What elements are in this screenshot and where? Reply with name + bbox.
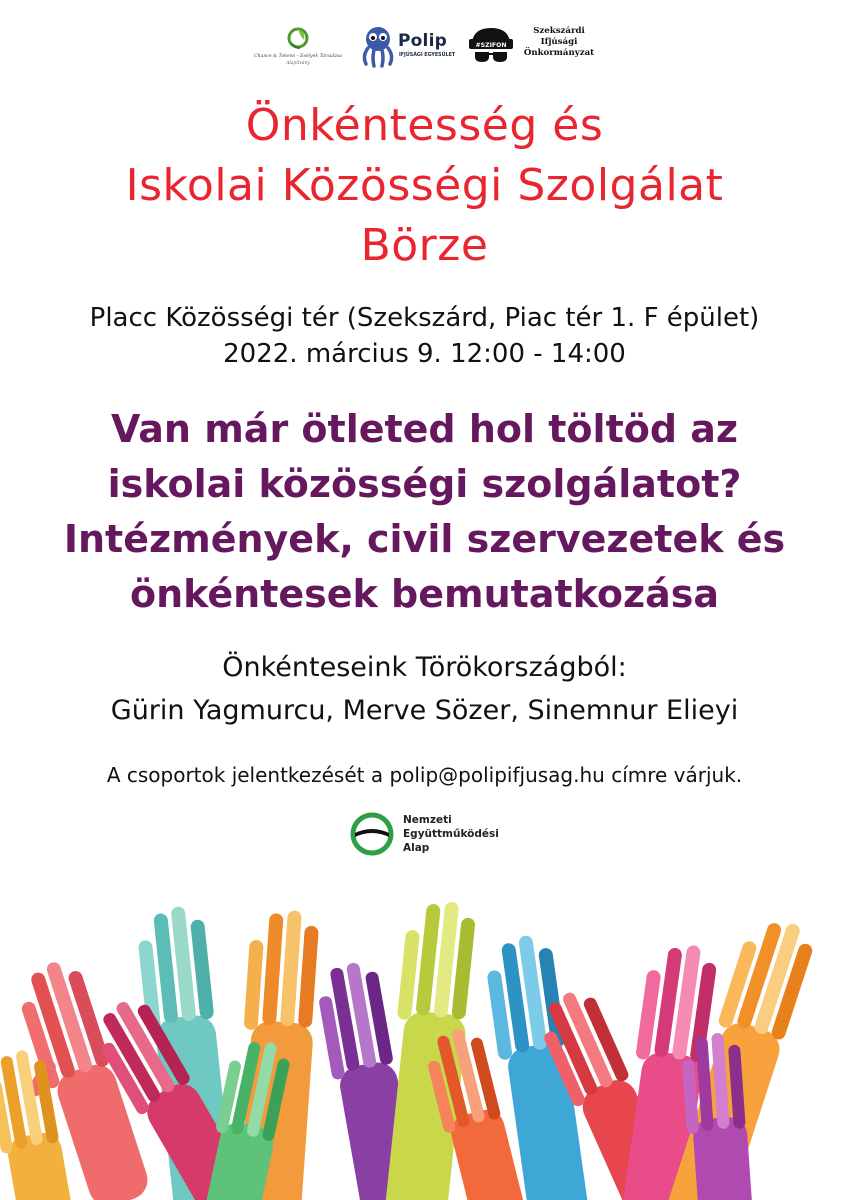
volunteers-names: Gürin Yagmurcu, Merve Sözer, Sinemnur Elieyi — [110, 695, 739, 726]
question-line-2: iskolai közösségi szolgálatot? — [107, 462, 742, 506]
venue-place: Placc Közösségi tér (Szekszárd, Piac tér 1. F épület) — [89, 303, 760, 333]
volunteers-heading: Önkénteseink Törökországból: — [222, 652, 627, 683]
event-venue — [0, 300, 849, 372]
title-line-2: Iskolai Közösségi Szolgálat — [125, 160, 724, 211]
polip-name: Polip — [398, 31, 447, 51]
event-title — [0, 96, 849, 276]
chance-leaf-icon — [286, 26, 310, 52]
ifju-line-1: Szekszárdi — [533, 26, 585, 36]
polip-logo — [358, 24, 454, 68]
chance-tokens-logo — [252, 24, 344, 68]
question-line-3: Intézmények, civil szervezetek és — [63, 517, 786, 561]
nea-line-2: Együttműködési — [403, 828, 499, 840]
polip-subtitle: IFJÚSÁGI EGYESÜLET — [399, 53, 456, 58]
contact-line: A csoportok jelentkezését a polip@polipifjusag.hu címre várjuk. — [106, 763, 743, 787]
chance-caption: Chance & Tokens – Esélyek Társulása — [254, 54, 342, 59]
volunteers-block — [0, 646, 849, 732]
ifju-line-3: Önkormányzat — [523, 48, 595, 58]
octopus-icon — [358, 24, 398, 68]
title-line-1: Önkéntesség és — [245, 100, 604, 151]
question-line-1: Van már ötleted hol töltöd az — [110, 407, 739, 451]
event-question — [0, 402, 849, 622]
szifon-tag: #SZIFON — [475, 42, 507, 49]
raised-hands-icon — [0, 860, 849, 1200]
ifjusagi-onkormanyzat-logo — [518, 26, 600, 70]
nea-ring-icon — [349, 811, 395, 857]
nea-line-3: Alap — [403, 842, 430, 854]
chance-caption-sub: Alapítvány — [286, 61, 310, 66]
venue-datetime: 2022. március 9. 12:00 - 14:00 — [223, 339, 626, 369]
nea-logo — [349, 811, 519, 861]
sponsor-logos — [0, 24, 849, 68]
question-line-4: önkéntesek bemutatkozása — [129, 572, 720, 616]
szifon-logo — [466, 24, 516, 68]
title-line-3: Börze — [360, 220, 489, 271]
ifju-line-2: Ifjúsági — [540, 37, 578, 47]
nea-line-1: Nemzeti — [403, 814, 452, 826]
